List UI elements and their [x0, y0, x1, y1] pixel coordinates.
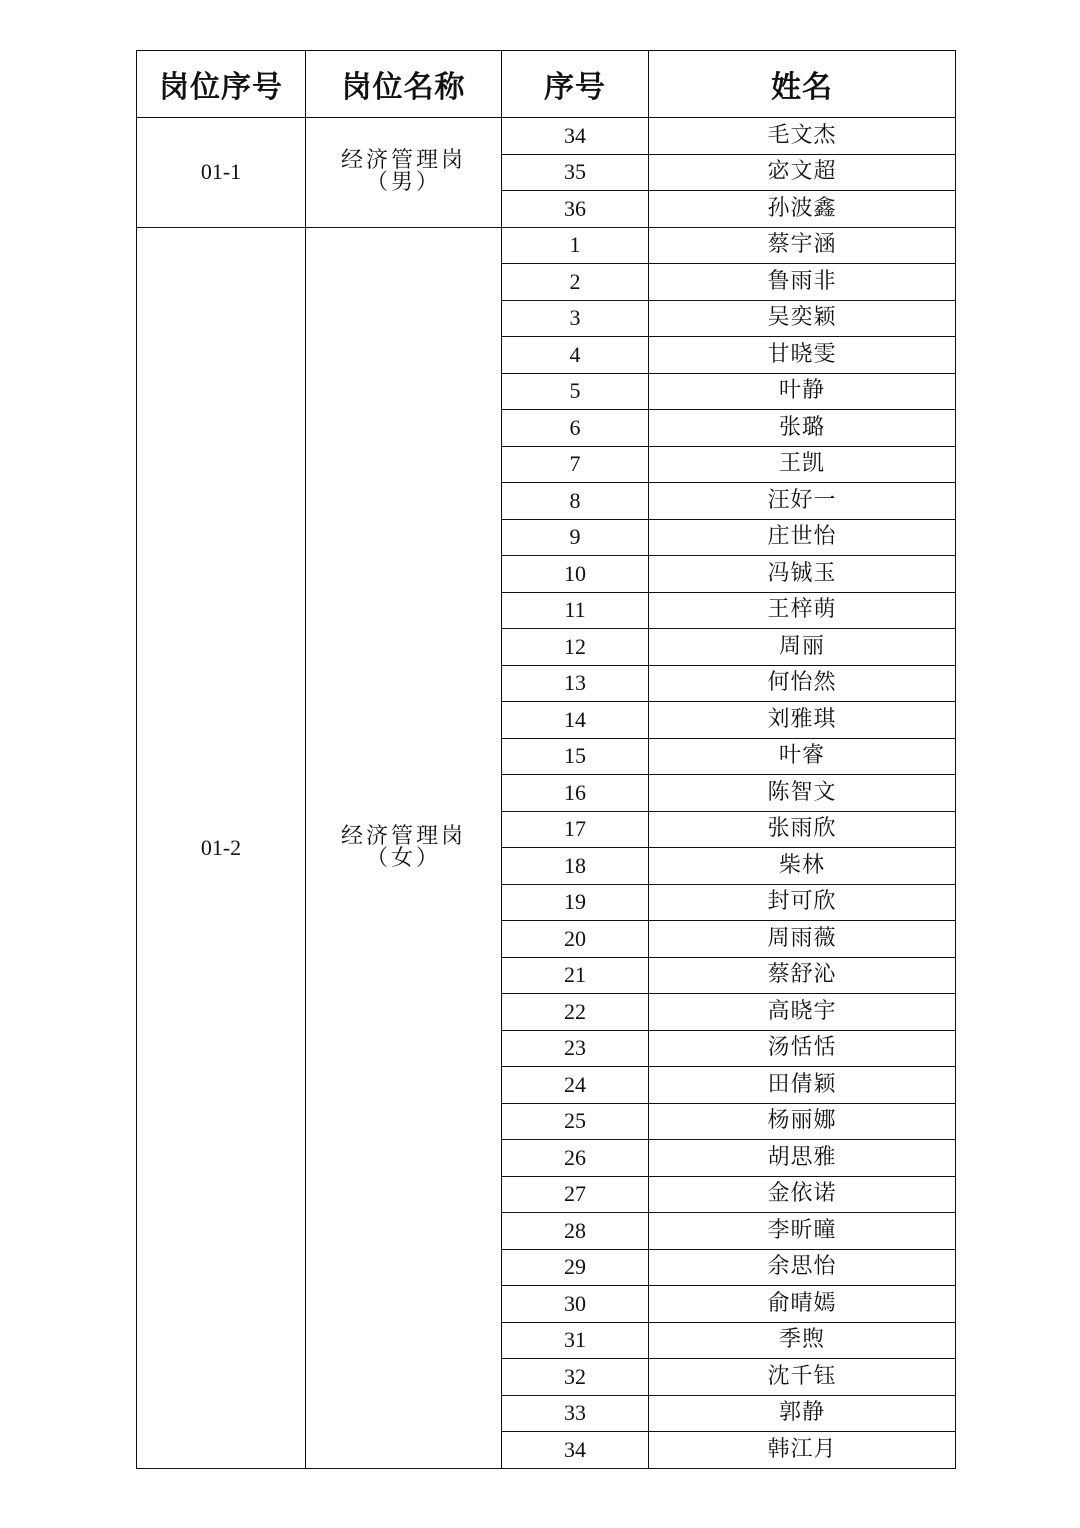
seq-cell: 28: [502, 1213, 649, 1250]
person-name-cell: 张雨欣: [649, 811, 956, 848]
person-name-cell: 冯铖玉: [649, 556, 956, 593]
seq-cell: 26: [502, 1140, 649, 1177]
person-name-cell: 鲁雨非: [649, 264, 956, 301]
seq-cell: 35: [502, 154, 649, 191]
person-name-cell: 王梓萌: [649, 592, 956, 629]
person-name-cell: 刘雅琪: [649, 702, 956, 739]
header-seq: 序号: [502, 51, 649, 118]
person-name-cell: 王凯: [649, 446, 956, 483]
person-name-cell: 周雨薇: [649, 921, 956, 958]
header-post-name: 岗位名称: [306, 51, 502, 118]
post-name-cell: [306, 227, 502, 1468]
header-post-code: 岗位序号: [137, 51, 306, 118]
person-name-cell: 郭静: [649, 1395, 956, 1432]
post-name-cell: [306, 118, 502, 228]
person-name-cell: 何怡然: [649, 665, 956, 702]
seq-cell: 6: [502, 410, 649, 447]
person-name-cell: 高晓宇: [649, 994, 956, 1031]
person-name-cell: 蔡宇涵: [649, 227, 956, 264]
seq-cell: 13: [502, 665, 649, 702]
seq-cell: 21: [502, 957, 649, 994]
seq-cell: 10: [502, 556, 649, 593]
seq-cell: 14: [502, 702, 649, 739]
post-name-line2: （女）: [365, 845, 441, 871]
seq-cell: 30: [502, 1286, 649, 1323]
seq-cell: 32: [502, 1359, 649, 1396]
seq-cell: 20: [502, 921, 649, 958]
header-name: 姓名: [649, 51, 956, 118]
seq-cell: 5: [502, 373, 649, 410]
person-name-cell: 吴奕颖: [649, 300, 956, 337]
seq-cell: 23: [502, 1030, 649, 1067]
seq-cell: 9: [502, 519, 649, 556]
table-row: [137, 227, 956, 264]
seq-cell: 22: [502, 994, 649, 1031]
person-name-cell: 甘晓雯: [649, 337, 956, 374]
person-name-cell: 沈千钰: [649, 1359, 956, 1396]
person-name-cell: 封可欣: [649, 884, 956, 921]
person-name-cell: 陈智文: [649, 775, 956, 812]
seq-cell: 34: [502, 1432, 649, 1469]
seq-cell: 25: [502, 1103, 649, 1140]
person-name-cell: 蔡舒沁: [649, 957, 956, 994]
person-name-cell: 宓文超: [649, 154, 956, 191]
seq-cell: 12: [502, 629, 649, 666]
person-name-cell: 张璐: [649, 410, 956, 447]
seq-cell: 15: [502, 738, 649, 775]
table-header: [137, 51, 956, 118]
person-name-cell: 庄世怡: [649, 519, 956, 556]
table-body: [137, 118, 956, 1469]
person-name-cell: 胡思雅: [649, 1140, 956, 1177]
roster-table: [136, 50, 956, 1469]
seq-cell: 33: [502, 1395, 649, 1432]
person-name-cell: 孙波鑫: [649, 191, 956, 228]
table-row: [137, 118, 956, 155]
person-name-cell: 汤恬恬: [649, 1030, 956, 1067]
seq-cell: 2: [502, 264, 649, 301]
post-name-line1: 经济管理岗: [340, 823, 466, 849]
seq-cell: 19: [502, 884, 649, 921]
person-name-cell: 叶睿: [649, 738, 956, 775]
post-code-cell: 01-2: [137, 227, 306, 1468]
post-name-line1: 经济管理岗: [340, 148, 466, 174]
seq-cell: 7: [502, 446, 649, 483]
person-name-cell: 柴林: [649, 848, 956, 885]
seq-cell: 3: [502, 300, 649, 337]
person-name-cell: 田倩颖: [649, 1067, 956, 1104]
header-row: [137, 51, 956, 118]
seq-cell: 1: [502, 227, 649, 264]
seq-cell: 27: [502, 1176, 649, 1213]
person-name-cell: 汪好一: [649, 483, 956, 520]
person-name-cell: 季煦: [649, 1322, 956, 1359]
seq-cell: 36: [502, 191, 649, 228]
seq-cell: 4: [502, 337, 649, 374]
seq-cell: 24: [502, 1067, 649, 1104]
seq-cell: 11: [502, 592, 649, 629]
person-name-cell: 李昕曈: [649, 1213, 956, 1250]
seq-cell: 17: [502, 811, 649, 848]
seq-cell: 34: [502, 118, 649, 155]
person-name-cell: 叶静: [649, 373, 956, 410]
seq-cell: 16: [502, 775, 649, 812]
post-code-cell: 01-1: [137, 118, 306, 228]
seq-cell: 18: [502, 848, 649, 885]
person-name-cell: 韩江月: [649, 1432, 956, 1469]
person-name-cell: 俞晴嫣: [649, 1286, 956, 1323]
person-name-cell: 金依诺: [649, 1176, 956, 1213]
person-name-cell: 杨丽娜: [649, 1103, 956, 1140]
seq-cell: 29: [502, 1249, 649, 1286]
person-name-cell: 余思怡: [649, 1249, 956, 1286]
post-name-line2: （男）: [365, 170, 441, 196]
person-name-cell: 周丽: [649, 629, 956, 666]
person-name-cell: 毛文杰: [649, 118, 956, 155]
seq-cell: 31: [502, 1322, 649, 1359]
seq-cell: 8: [502, 483, 649, 520]
